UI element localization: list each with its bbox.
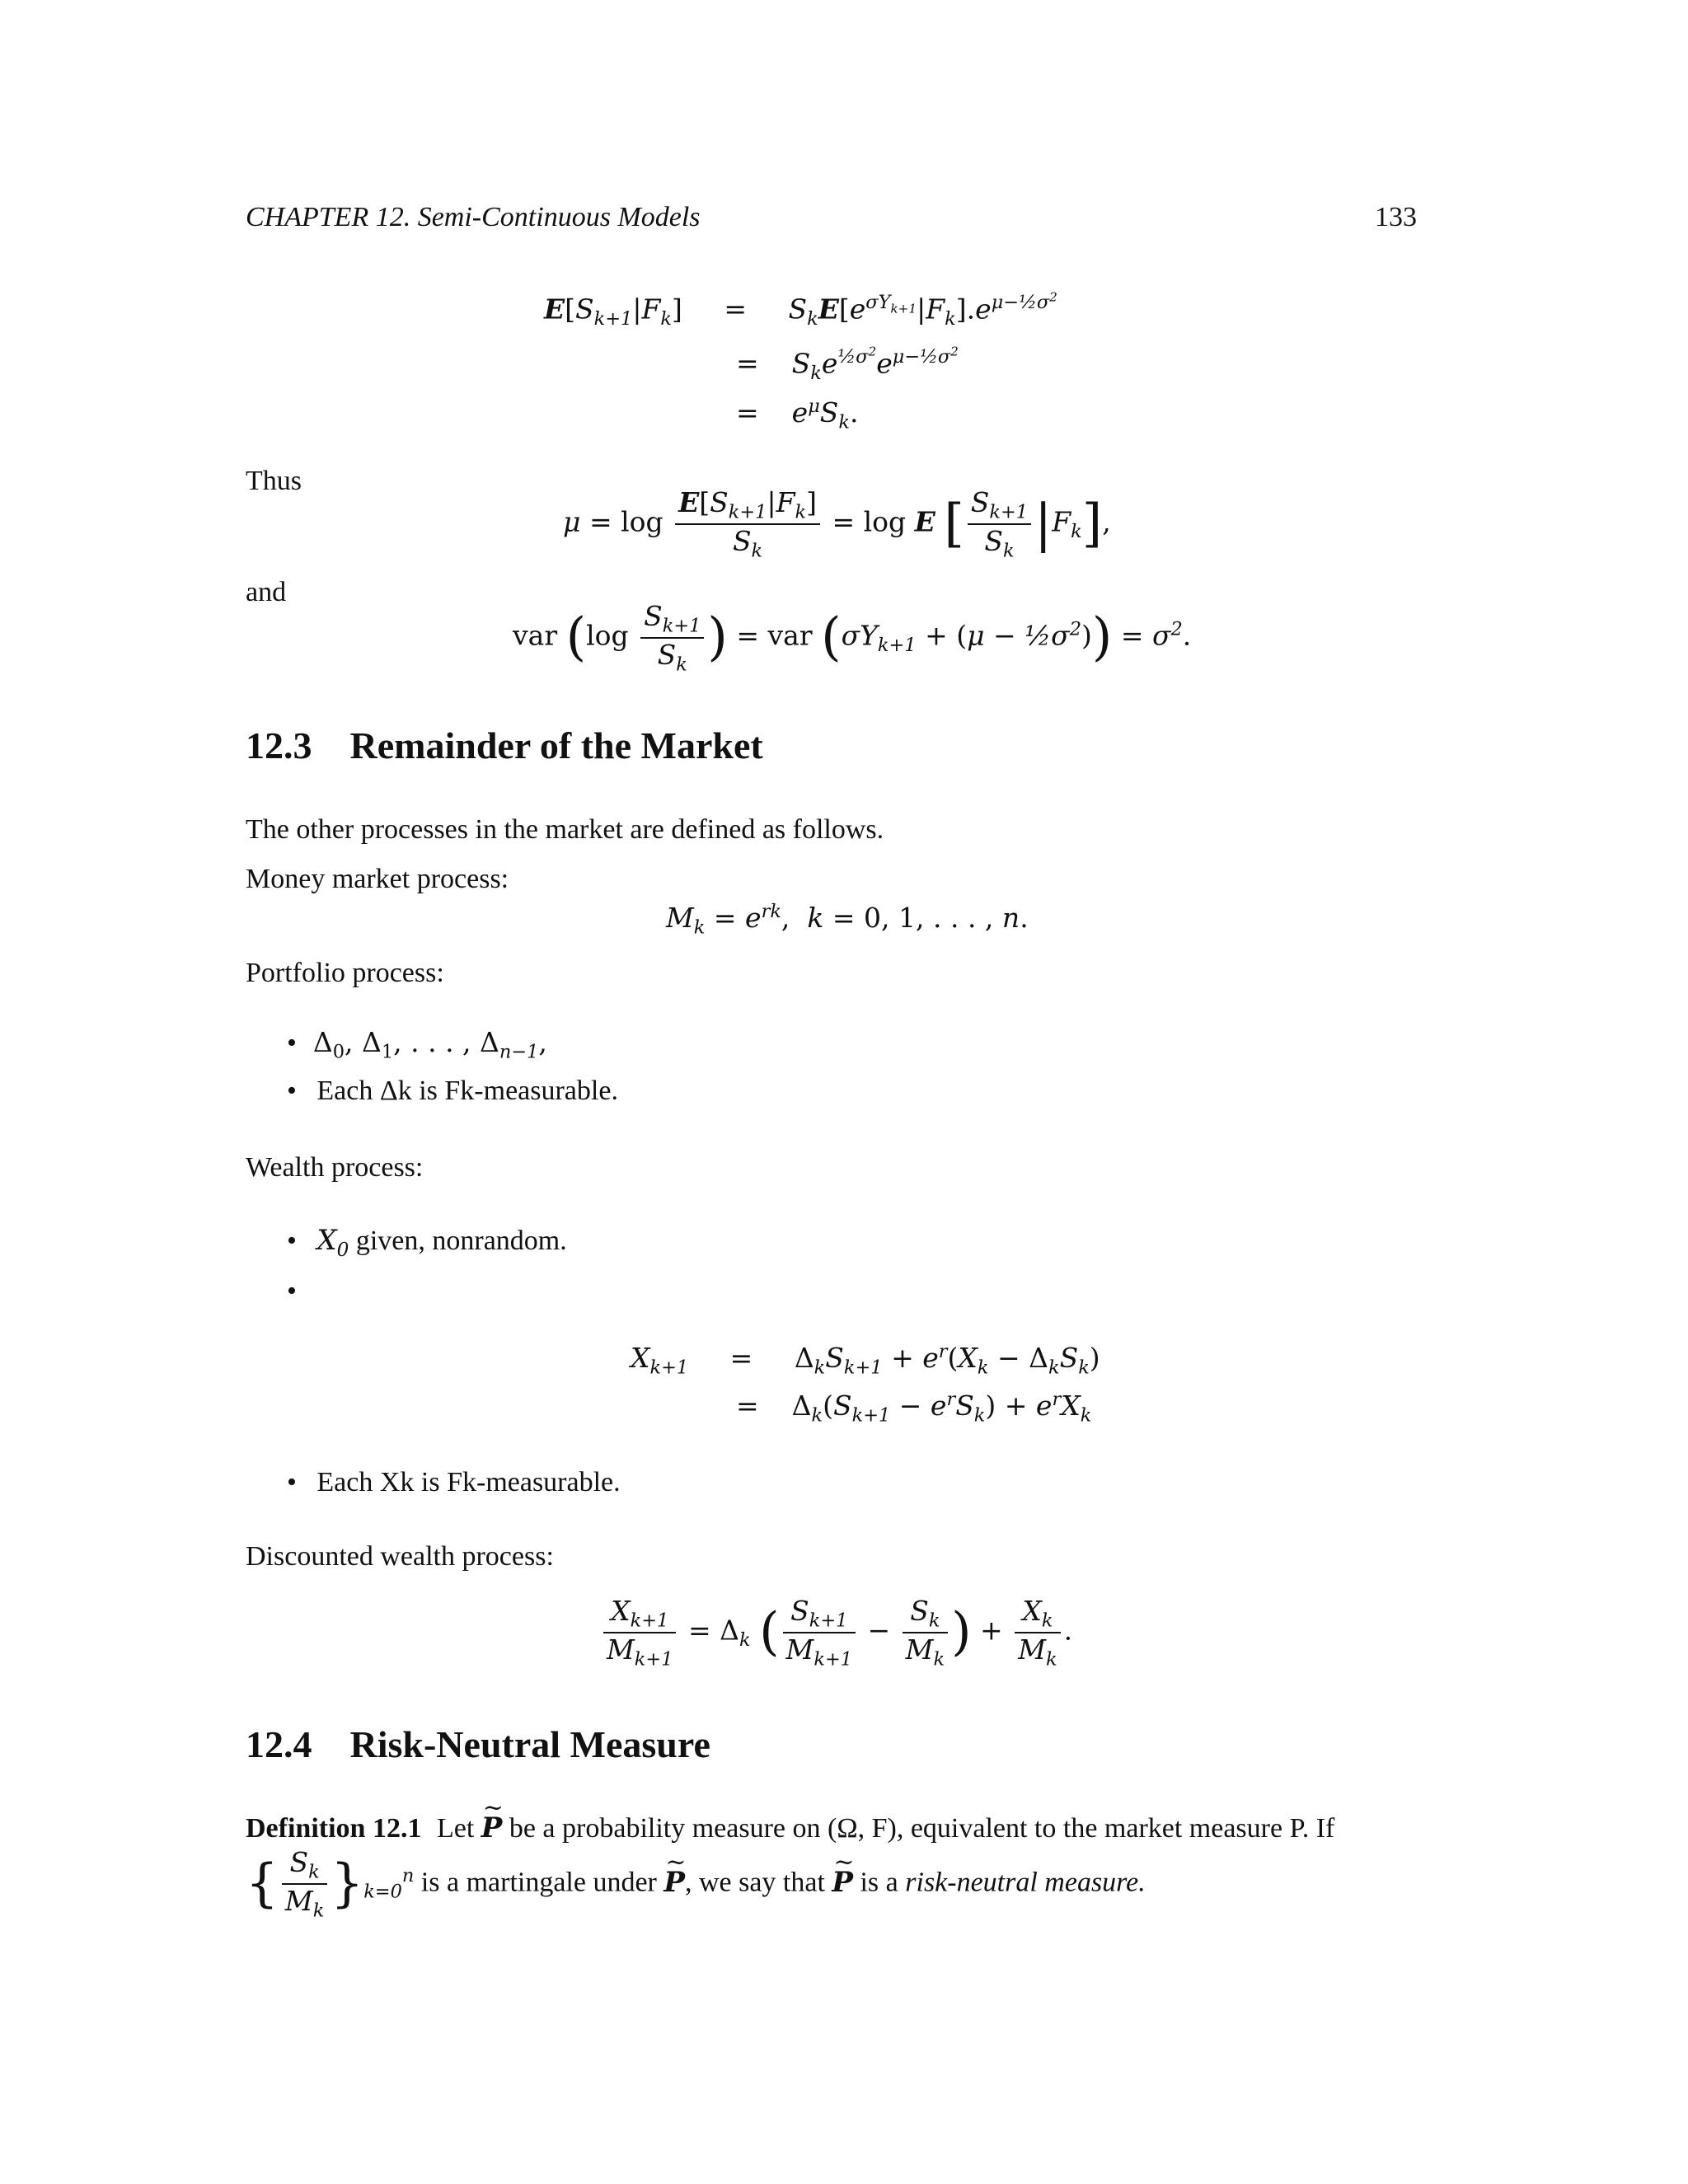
label-discounted-wealth: Discounted wealth process: <box>246 1541 554 1572</box>
label-wealth: Wealth process: <box>246 1152 424 1183</box>
definition-term: risk-neutral measure. <box>905 1867 1146 1898</box>
definition-label: Definition 12.1 <box>246 1813 422 1844</box>
paragraph-intro: The other processes in the market are defined as follows. <box>246 814 884 845</box>
bullet-dot: • <box>287 1226 297 1256</box>
equation-discounted-wealth: $\frac{X_{k+1}}{M_{k+1}}$ = $\Delta_k$ ( $\frac{S_{k+1}}{M_{k+1}}$ − $\frac{S_k}{M_k}$ ) + $\frac{X_k}{M_k}$ . <box>600 1595 1072 1670</box>
running-header: CHAPTER 12. Semi-Continuous Models <box>246 202 701 232</box>
portfolio-bullet-1: • $\Delta_0$, $\Delta_1$, . . . , $\Delta_{n-1}$, <box>287 1026 547 1063</box>
bullet-dot: • <box>287 1076 297 1106</box>
equation-expectation-line-2: = $S_ke^{\frac{1}{2}\sigma^2}e^{\mu-\frac{1}{2}\sigma^2}$ <box>736 344 959 385</box>
bullet-dot: • <box>287 1276 297 1306</box>
page-number: 133 <box>1375 202 1417 232</box>
equation-expectation-line-1: $E[S_{k+1}|F_k] = S_kE[e^{\sigma Y_{k+1}}|F_k].e^{\mu-\frac{1}{2}\sigma^2}$ <box>544 290 1057 330</box>
definition-text-let: Let <box>436 1813 475 1844</box>
label-portfolio: Portfolio process: <box>246 958 444 988</box>
equation-wealth-line-2: = $\Delta_k(S_{k+1} - e^rS_k) + e^rX_k$ <box>736 1389 1092 1427</box>
equation-wealth-line-1: $X_{k+1} = \Delta_kS_{k+1} + e^r(X_k - \Delta_kS_k)$ <box>631 1341 1100 1379</box>
wealth-bullet-3-text: Each Xk is Fk-measurable. <box>316 1467 621 1497</box>
portfolio-bullet-2-text: Each Δk is Fk-measurable. <box>316 1076 618 1106</box>
equation-variance: var (log $\frac{S_{k+1}}{S_k}$ ) = var ($\sigma Y_{k+1} + (\mu$ − $\frac{1}{2}\sigma^2)) = \sigma^2$. <box>513 600 1192 676</box>
section-heading-12-4: 12.4 Risk-Neutral Measure <box>246 1723 710 1765</box>
section-heading-12-3: 12.3 Remainder of the Market <box>246 724 763 766</box>
wealth-bullet-3 <box>287 1467 621 1498</box>
label-money-market: Money market process: <box>246 864 509 894</box>
definition-text-isa: is a <box>860 1867 898 1898</box>
definition-12-1-line-1: Definition 12.1 Let ~ P be a probability measure on (Ω, F), equivalent to the market measure P. If <box>246 1811 1334 1844</box>
definition-12-1-line-2: { $\frac{S_k}{M_k}$ }$_{k=0}^n$ is a martingale under ~ P, we say that ~ P is a risk-neutral measure. <box>246 1846 1146 1921</box>
definition-text-martingale: is a martingale under <box>420 1867 657 1898</box>
wealth-bullet-1-text: given, nonrandom. <box>355 1226 567 1256</box>
equation-expectation-line-3: = $e^\mu S_k$. <box>736 396 859 434</box>
definition-text-measure: be a probability measure on (Ω, F), equivalent to the market measure P. If <box>509 1813 1335 1844</box>
equation-mu: μ = log $\frac{E[S_{k+1}|F_k]}{S_k}$ = log E [ $\frac{S_{k+1}}{S_k}$ $|F_k$], <box>563 486 1111 562</box>
bullet-dot: • <box>287 1028 297 1058</box>
bullet-dot: • <box>287 1467 297 1497</box>
equation-money-market: $M_k = e^{rk}$, k = 0, 1, . . . , n. <box>666 901 1029 939</box>
wealth-bullet-2 <box>287 1276 297 1307</box>
word-and: and <box>246 577 287 607</box>
portfolio-bullet-2 <box>287 1076 618 1107</box>
wealth-bullet-1: • $X_0$ given, nonrandom. <box>287 1224 567 1261</box>
definition-text-say: , we say that <box>684 1867 825 1898</box>
word-thus: Thus <box>246 466 302 496</box>
